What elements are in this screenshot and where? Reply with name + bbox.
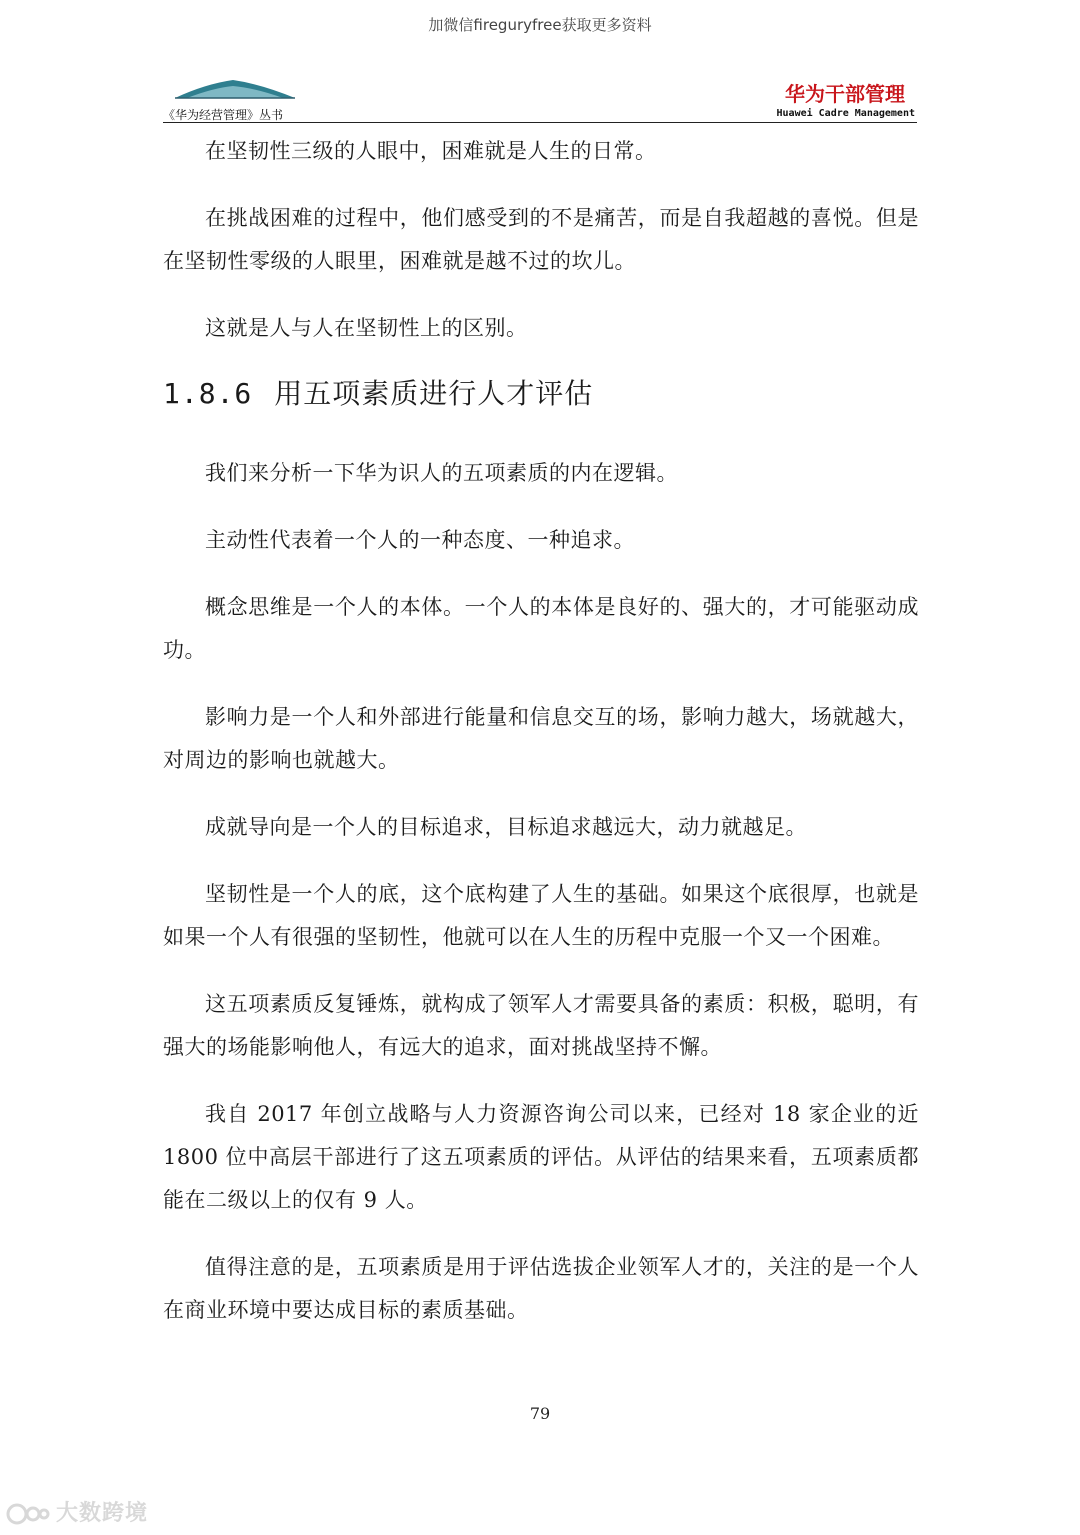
paragraph: 这五项素质反复锤炼，就构成了领军人才需要具备的素质：积极，聪明，有强大的场能影响他人，有远大的追求，面对挑战坚持不懈。	[163, 992, 919, 1059]
paragraph: 主动性代表着一个人的一种态度、一种追求。	[205, 528, 635, 552]
page-body	[163, 130, 919, 1356]
section-heading	[163, 374, 919, 414]
watermark-logo-icon	[6, 1501, 50, 1527]
paragraph: 坚韧性是一个人的底，这个底构建了人生的基础。如果这个底很厚，也就是如果一个人有很强的坚韧性，他就可以在人生的历程中克服一个又一个困难。	[163, 882, 919, 949]
paragraph: 概念思维是一个人的本体。一个人的本体是良好的、强大的，才可能驱动成功。	[163, 595, 919, 662]
paragraph: 这就是人与人在坚韧性上的区别。	[205, 316, 528, 340]
bottom-watermark	[6, 1496, 148, 1527]
bottom-watermark-text: 大数跨境	[56, 1501, 149, 1526]
top-watermark-text: 加微信fireguryfree获取更多资料	[428, 16, 652, 34]
paragraph: 在坚韧性三级的人眼中，困难就是人生的日常。	[205, 139, 657, 163]
paragraph: 在挑战困难的过程中，他们感受到的不是痛苦，而是自我超越的喜悦。但是在坚韧性零级的人眼里，困难就是越不过的坎儿。	[163, 206, 919, 273]
paragraph: 影响力是一个人和外部进行能量和信息交互的场，影响力越大，场就越大，对周边的影响也就越大。	[163, 705, 919, 772]
header-divider	[163, 122, 917, 123]
paragraph: 成就导向是一个人的目标追求，目标追求越远大，动力就越足。	[205, 815, 807, 839]
page-number: 79	[529, 1404, 551, 1423]
mountain-logo-icon	[175, 76, 295, 102]
section-number: 1.8.6	[163, 377, 253, 410]
book-series-name: 《华为经营管理》丛书	[163, 108, 284, 122]
paragraph: 我们来分析一下华为识人的五项素质的内在逻辑。	[205, 461, 678, 485]
paragraph: 我自 2017 年创立战略与人力资源咨询公司以来，已经对 18 家企业的近 1800 位中高层干部进行了这五项素质的评估。从评估的结果来看，五项素质都能在二级以上的仅有 9 人。	[163, 1102, 919, 1212]
section-title: 用五项素质进行人才评估	[274, 377, 594, 410]
page-header	[163, 72, 917, 124]
paragraph: 值得注意的是，五项素质是用于评估选拔企业领军人才的，关注的是一个人在商业环境中要达成目标的素质基础。	[163, 1255, 919, 1322]
brand-title-english: Huawei Cadre Management	[776, 108, 915, 119]
brand-title-chinese: 华为干部管理	[785, 82, 905, 106]
